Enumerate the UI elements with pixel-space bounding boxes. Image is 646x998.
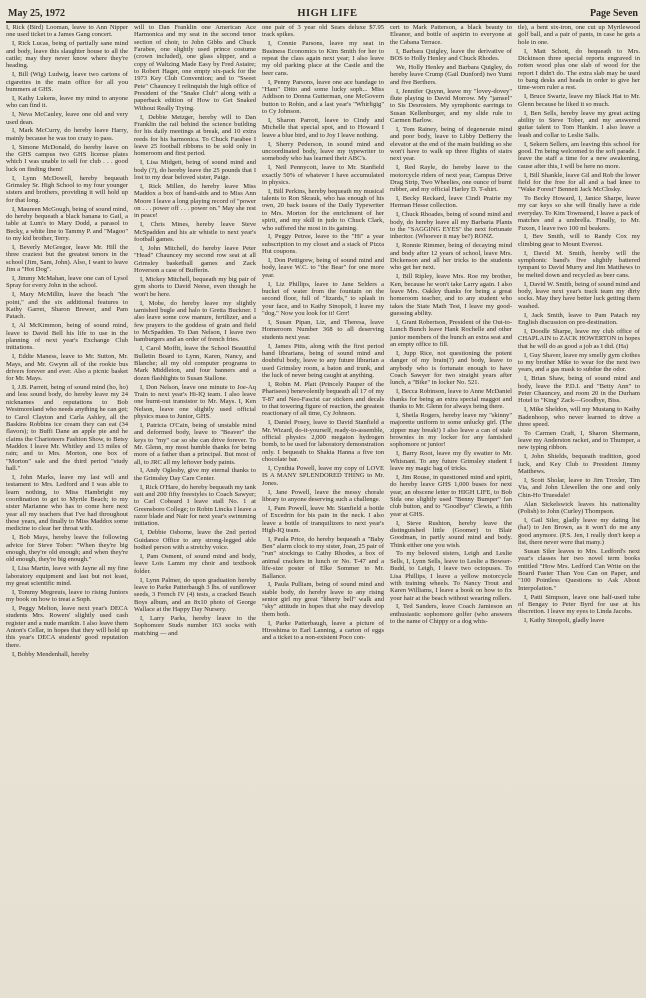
will-paragraph: I, Paula Price, do hereby bequeath a "Baby Ben" alarm clock to my sister, Joan, 25 pair of "run" stockings to Cathy Rhodes, a box of animal crackers in lunch or No. T-47 and a life-size poster of Elke Sommer to Mr. Ballance. [262, 535, 384, 580]
will-paragraph: I, Bill (Wig) Ludwig, leave two cartons of cigarettes in the main office for all you bummers at GHS. [6, 71, 128, 93]
will-paragraph: I, Patti Simpson, leave one half-used tube of Bengay to Peter Byrd for use at his discretion. I leave my eyes to Linda Jacobs. [518, 593, 640, 616]
will-paragraph: I, Brian Shaw, being of sound mind and body, leave the P.D.I. and "Betty Ann" to Peter Chauncey, and room 20 in the Durham Hotel to "King" Zack—Goodbye, Biss. [518, 375, 640, 405]
will-paragraph: To Becky Howard, I, Janice Sharpe, leave my car keys so she will finally have a ride everyday. To Kim Townsend, I leave a pack of matches and a umbrella. Finally, to Mr. Fuxon, I leave two 100 ml beakers. [518, 195, 640, 232]
will-paragraph: We, Holly Henley and Barbara Quigley, do hereby leave Crump (Gail Dunford) two Yumi and five Berthers. [390, 63, 512, 86]
will-paragraph: I, David W. Smith, being of sound mind and body, leave next year's track team my dirty socks. May they have better luck getting them washed. [518, 280, 640, 310]
will-paragraph: I, Ben Sells, hereby leave my great acting ability to Steve Tober, and my answered guitar talent to Tom Hankin. I also leave a leash and collar to Leslie Salls. [518, 109, 640, 139]
will-paragraph: I, Maureen McGough, being of sound mind, do hereby bequeath a black banana to Gail, a table at Lum's to Mary Dodd, a parasol to Becky, a white line to Tammy P. and "Magoo" to my kid brother, Terry. [6, 205, 128, 243]
will-paragraph: I, Ted Sanders, leave Coach Jamieson an enthusiastic sophomore golfer (who answers to the name of Chippy or a dog whis- [390, 603, 512, 626]
will-paragraph: I, Rick O'Hare, do hereby bequeath my tank suit and 200 fifty freestyles to Coach Sawyer; to Carl Cobeard I leave stall No. 1 at Greensboro College; to Robin Lincks I leave a razor blade and Nair for next year's swimming initiation. [134, 483, 256, 528]
will-paragraph: I, Patricia O'Cain, being of unstable mind and deformed body, leave to "Beaver" the keys to "my" car so she can drive forever. To Mr. Glenn, my most humble thanks for being more of a father than a principal. But most of all, to JRC all my leftover body paints. [134, 421, 256, 466]
will-paragraph: I, Simone McDonald, do hereby leave on the GHS campus two GHS license plates which I was unable to sell for club . . . good luck on finding them! [6, 143, 128, 173]
will-paragraph: I, Barry Root, leave my fly swatter to Mr. Whisnant. To any future Grimsley student I leave my magic bag of tricks. [390, 450, 512, 472]
will-paragraph: To Carmen Craft, I, Sharon Shermann, leave my Anderston racket, and to Thumper, a new typing ribbon. [518, 429, 640, 452]
will-paragraph: I, John Marks, leave my last will and testament to Mrs. Ledford and I was able to learn nothing, to Miss Hambright my coordination to get to Myrtle Beach; to my sister Marianne who has to come here next year all my teachers that I've had throughout these years, and finally to Miss Maddox some medicine to clear her throat with. [6, 473, 128, 533]
will-paragraph: tle), a bent six-iron, one cut up Myrtlewood golf ball, and a pair of pants, in case he gets a hole in one. [518, 24, 640, 46]
will-paragraph: I, Scott Sholar, leave to Jim Troxler, Tim Via, and John Llewellen the one and only Chin-Ho Truesdale! [518, 477, 640, 499]
will-paragraph: I, Steve Rushton, hereby leave the distinguished little (Goomer) to Blair Goodman, in partly sound mind and body. Think either one you wish. [390, 519, 512, 549]
will-paragraph: I, J.B. Parrett, being of sound mind (ho, ho) and less sound body, do hereby leave my 24 nicknames and reputations to Bob Westmoreland who needs anything he can get; to Carol Clayton and Carla Ashley, all the Baskins Robbins ice cream they can eat (34 flavors); to Buffi Dane an apple pie and he claims the Charioteers Fashion Show, to Betsy Maddox I leave Mr. Whitley and 13 miles of rain; and to Mrs. Morton, one box of "Morton" sale and the third period "study hall." [6, 384, 128, 472]
will-paragraph: I, Cynthia Powell, leave my copy of LOVE IS A MANY SPLENDORED THING to Mr. Jones. [262, 464, 384, 487]
will-paragraph: I, Bill Shankle, leave Gil and Rob the lower field for the free for all and a bad knee to "Wake Forest" Bennett Jack McClosky. [518, 171, 640, 194]
will-paragraph: I, Debbie Osborne, leave the 2nd period Guidance Office to any strong-legged able bodied person with a stretchy voice. [134, 529, 256, 552]
will-paragraph: I, Barbara Quigley, leave the derivative of BOS to Holly Henley and Chuck Rhodes. [390, 47, 512, 62]
will-paragraph: I, Red Rayle, do hereby leave to the motorcycle riders of next year, Campus Drive Drag Strip, Two Wheelies, one ounce of burnt rubber, and my official Harley D. T-shirt. [390, 164, 512, 194]
will-paragraph: I, Beverly McGregor, leave Mr. Hill the three craziest but the greatest tenors in the school (Jim, Sam, John). Also, I want to leave Jim a "Hot Dog". [6, 243, 128, 273]
will-paragraph: I, Andy Oglesby, give my eternal thanks to the Grimsley Day Care Center. [134, 467, 256, 482]
article-columns [6, 24, 640, 998]
will-paragraph: I, Mike Sheldon, will my Mustang to Kathy Badenhoop, who never learned to drive a three speed. [518, 406, 640, 428]
will-paragraph: I, Lisa Martin, leave with Jayne all my fine laboratory equipment and last but not least, my great scientific mind. [6, 565, 128, 587]
will-paragraph: I, Bill Ripley, leave Mrs. Roe my brother, Ken, because he won't take Larry again. I also leave Mrs. Oakley thanks for being a great homeroom teacher, and to any student who takes the State Math Test, I leave my good-guessing ability. [390, 273, 512, 318]
will-paragraph: I, Kathy Lukens, leave my mind to anyone who can find it. [6, 94, 128, 110]
will-paragraph: I, Penny Parsons, leave one ace bandage to "Ham" Ditto and some lucky soph... Miss Addison to Donna Gutterman, one McGovern button to Robin, and a last year's "Whirligig" to Cy Johnson. [262, 78, 384, 115]
will-paragraph: I, Daniel Posey, leave to David Stanfield a Mr. Wizard, do-it-yourself, ready-to-assemble, official physics 2,000 megaton hydrogen bomb, to be used for laboratory demonstration only. I bequeath to Shakia Hanna a five ton chocolate bar. [262, 419, 384, 463]
will-paragraph: To my beloved sisters, Leigh and Leslie Sells, I, Lynn Sells, leave to Leslie a Bowser-Budd, to Leigh, I leave two octopuses. To Lisa Phillips, I leave a yellow motorcycle with training wheels. To Nancy Trout and Karen Williams, I leave a book on how to fix your hair at the beach without wearing rollers. [390, 550, 512, 602]
will-paragraph: I, Mobe, do hereby leave my slightly tarnished bugle and halo to Gretta Buckner. I also leave some cow manure, fertilizer, and a few prayers to the goddess of grain and field to McSpadden. To Dan Nelson, I leave two hamburgers and an order of french fries. [134, 299, 256, 344]
will-paragraph: I, Matt Schott, do bequeath to Mrs. Dickinson three special reports engraved in rotten wood plus one slab of wood for the report I didn't do. The extra slab may be used to bang desks and heads in order to give her time-worn ruler a rest. [518, 47, 640, 92]
will-paragraph: cert to Mark Patterson, a black beauty to Eleanor, and bottle of aspirin to everyone at the Cabana Terrace. [390, 24, 512, 46]
will-paragraph: I, Carol Moffit, leave the School Beautiful Bulletin Board to Lynn, Karen, Nancy, and Blanche; all my old computer programs to Mark Middleton, and four banners and a dozen flashlights to Susan Stallone. [134, 345, 256, 382]
will-paragraph: I, Mary McMillin, leave the beach "the point," and the six additional features to Kathy Garret, Sharon Brewer, and Pam Patach. [6, 291, 128, 321]
column-2 [134, 24, 256, 998]
will-paragraph: I, David M. Smith, hereby will the symphonic band's five slightly battered tympani to David Murry and Jim Matthews to be melted down and recycled as beer cans. [518, 249, 640, 279]
will-paragraph: I, Sherry Pederson, in sound mind and uncoordinated body, leave my typewriter to somebody who has learned their ABC's. [262, 140, 384, 163]
will-paragraph: I, John Mitchell, do hereby leave Peter "Head" Chauncey my second row seat at all Grimsley basketball games and Zack Hoverson a case of Bufferin. [134, 244, 256, 274]
column-1 [6, 24, 128, 998]
will-paragraph: I, Bob Mays, hereby leave the following advice for Steve Tober: "When they're big enough, they're old enough; and when they're old enough, they're big enough." [6, 534, 128, 564]
will-paragraph: I, Lisa Midgett, being of sound mind and body (?), do hereby leave the 25 pounds that I lost to my dear beloved sister, Paige. [134, 159, 256, 182]
will-paragraph: Alan Sickelswick leaves his nationality (Polish) to John (Curley) Thompson. [518, 500, 640, 515]
will-paragraph: I, Peggy Melton, leave next year's DECA students Mrs. Rowers' slightly used cash register and a nude manikin. I also leave them Anton's Cellar, in hopes that they will hold up this year's DECA students' good reputation there. [6, 605, 128, 649]
will-paragraph: I, Sekern Sellers, am leaving this school for good. I'm being welcomed to the soft parade. I leave the staff a time for a new awakening, cause after this, I will be here no more. [518, 140, 640, 170]
column-5 [518, 24, 640, 998]
will-paragraph: I, Neva McCauley, leave one old and very used dean. [6, 111, 128, 126]
will-paragraph: I, Jupp Rice, not questioning the potent danger of my brain(?) and body, leave to anybody who is fortunate enough to have Coach Sawyer for two straight years after lunch, a "Bike" in locker No. 521. [390, 349, 512, 387]
column-4 [390, 24, 512, 998]
will-paragraph: I, Bruce Swartz, leave my Black Hat to Mr. Glenn because he liked it so much. [518, 93, 640, 108]
will-paragraph: I, Liz Phillips, leave to Jane Selders a bucket of water from the fountain on the second floor, full of "lizards," to splash in your face, and to Kathy Sinopoli, I leave my "dog." Now you look for it! Grrr! [262, 280, 384, 318]
will-paragraph: I, John Shields, bequeath tradition, good luck, and Key Club to President Jimmy Matthews. [518, 453, 640, 476]
will-paragraph: I, Don Pettigrew, being of sound mind and body, leave W.C. to "the Bear" for one more year. [262, 257, 384, 279]
will-paragraph: I, Jack Smith, leave to Pam Patach my English discussion on pre-destination. [518, 311, 640, 326]
will-paragraph: I, Mark McCurry, do hereby leave Harry, mainly because he was too crazy to pass. [6, 127, 128, 142]
column-3 [262, 24, 384, 998]
will-paragraph: I, James Pitts, along with the first period band librarians, being of sound mind and doubtful body, leave to any future librarian a used Grimsley room, a baton and trunk, and the luck of never being caught at anything. [262, 342, 384, 379]
will-paragraph: I, Pam Powell, leave Mr. Stanfield a bottle of Excedrin for his pain in the neck. I also leave a bottle of tranquilizers to next year's High-IQ team. [262, 504, 384, 534]
will-paragraph: I, Gail Siler, gladly leave my dating list (ha!) to Jen Brown, as it won't do me any good anymore. (P.S. Jen, I really don't keep a list, there never were that many.) [518, 516, 640, 546]
will-paragraph: I, Jim Rouse, in questioned mind and spirit, do hereby leave GHS 1,000 buses for next year, an obscene letter to HIGH LIFE, to Bob Sida one slightly used "Benny Bumper" fan club button, and to "Goodbye" Clewis, a fifth year at GHS. [390, 473, 512, 518]
will-paragraph: I, Parke Patterbaugh, leave a picture of Hiroshima to Earl Lanning, a carton of eggs and a ticket to a non-existent Poco con- [262, 619, 384, 642]
will-paragraph: I, Guy Shaver, leave my smelly gym clothes to my brother Mike to wear for the next two years, and a gas mask to subdue the odor. [518, 351, 640, 374]
will-paragraph: I, Al McKimmon, being of sound mind, leave to David Bell his life to use in the planning of next year's Exchange Club initiations. [6, 322, 128, 352]
page-header [6, 5, 640, 23]
will-paragraph: I, Larry Parks, hereby leave to the Sophomore Studs number 163 socks with matching — and [134, 614, 256, 637]
will-paragraph: I, Tom Rainey, being of degenerate mind and poor body, leave to Libby DeBerry the elevator at the end of the main building so she won't have to walk up three flights of stairs next year. [390, 125, 512, 163]
will-paragraph: I, Mickey Mitchell, bequeath my big pair of gym shorts to David Neese, even though he won't be here. [134, 275, 256, 298]
will-paragraph: I, Grant Robertson, President of the Out-to-Lunch Bunch leave Hank Rochelle and other junior members of the bunch an extra seat and an empty office to fill. [390, 319, 512, 349]
will-paragraph: I, Rick Lucas, being of partially sane mind and body, leave this slaughter house to all the cattle; may they never know where they're heading. [6, 40, 128, 70]
issue-date: May 25, 1972 [8, 8, 65, 19]
will-paragraph: I, Becca Robinson, leave to Anne McDaniel thanks for being an extra special maggot and thanks to Mr. Glenn for always being there. [390, 388, 512, 410]
will-paragraph: I, Susan Pipan, Liz, and Theresa, leave Homeroom Number 368 to all deserving students next year. [262, 319, 384, 341]
will-paragraph: I, Sharon Parrott, leave to Cindy and Michelle that special spot, and to Howard I leave a blue bird, and to Joy I leave nothing. [262, 116, 384, 139]
will-paragraph: I, Debbie Metzger, hereby will to Dan Franklin the rail behind the science building for his daily meetings at break, and 10 extra reeds for his harmonica. To Chuck Farabee I leave 25 football ribbons to be sold only in homeroom and first period. [134, 113, 256, 158]
will-paragraph: I, Rick (Bird) Looman, leave to Ann Nipper one used ticket to a James Gang concert. [6, 24, 128, 39]
will-paragraph: I, Chuck Rhoades, being of sound mind and body, do hereby leave all my Barbaria Plants to the "SAGGING EYES" the next fortunate inheritor. (Whoever it may be?) RONZ. [390, 211, 512, 241]
will-paragraph: I, Paula Pulliam, being of sound mind and stable body, do hereby leave to any rising senior girl my great "liberty bell" walk and "sky" attitude in hopes that she may develop them both. [262, 581, 384, 618]
will-paragraph: will to Dan Franklin one American Ace Harmonica and my seat in the second tenor section of choir, to John Gibbs and Chuck Farabee, one slightly used prince costume (crown included), one glass slipper, and a copy of Waltzing Made Easy by Fred Astaire; to Robert Hager, one empty six-pack for the 1973 Key Club Convention; and to "Sweet Pete" Chauncey I relinquish the high office of President of the "Snake Club" along with a paperback edition of How to Get Snaked Without Really Trying. [134, 24, 256, 112]
will-paragraph: I, Jane Powell, leave the messy chorale library to anyone deserving such a challenge. [262, 488, 384, 503]
will-paragraph: I, Connie Parsons, leave my seat in Business Economics to Kim Smith for her to repeat the class again next year; I also leave my old parking place at the Castle and the beer cans. [262, 40, 384, 77]
will-paragraph: I, Rick Millen, do hereby leave Miss Maddox a box of band-aids and to Miss Ann Moore I leave a long playing record of "power on . . . power off . . . power on." May she rest in peace! [134, 183, 256, 220]
will-paragraph: I, Jennifer Quynn, leave my "lovey-dovey" flute playing to David Morrow. My "jamsel" to Sis Desrosiers. My symphonic earrings to Susan Kellenburger, and my slide rule to Carmen Barlow. [390, 87, 512, 124]
masthead: HIGH LIFE [297, 8, 358, 19]
will-paragraph: I, Kathy Sinopoli, gladly leave [524, 617, 605, 625]
will-paragraph: I, Lynn McDowell, hereby bequeath Grimsley Sr. High School to my four younger sisters and brothers, providing it will hold up for that long. [6, 174, 128, 204]
will-paragraph: Susan Siler leaves to Mrs. Ledford's next year's classes her two novel term books entitled "How Mrs. Ledford Can Write on the Board Faster Than You Can on Paper, and "100 Pointless Questions to Ask About Interpolation." [518, 547, 640, 592]
will-paragraph: I, Sheila Rogers, hereby leave my "skinny" majorette uniform to some unlucky girl. (The zipper may break!) I also leave a can of stale brownies in my locker for any famished sophomore or junior! [390, 411, 512, 449]
will-paragraph: I, Neil Pennycott, leave to Mr. Stanfield exactly 50% of whatever I have accumulated in physics. [262, 164, 384, 186]
will-paragraph: I, Bobby Mendenhall, hereby [12, 650, 89, 658]
will-paragraph: I, Lynn Palmer, do upon graduation hereby leave to Parke Patterbaugh 3 lbs. of sunflower seeds, 3 French IV (4) tests, a cracked Beach Boys album, and an 8x10 photo of George Wallace at the Happy Day Nursery. [134, 576, 256, 614]
will-paragraph: I, Becky Reckard, leave Cindi Prairie my Herman Hesse collection. [390, 195, 512, 210]
will-paragraph: I, Jimmy McMahan, leave one can of Lysol Spray for every John in the school. [6, 274, 128, 290]
will-paragraph: I, Bev Smith, will to Randy Cox my climbing gear to Mount Everest. [518, 233, 640, 248]
will-paragraph: I, Eddie Maness, leave to Mr. Sutton, Mr. Mays, and Mr. Gwynn all of the rookie bus drivers forever and ever. Also a picnic basket for Mr. Mays. [6, 353, 128, 383]
will-paragraph: I, Peggy Petree, leave to the "Hi" a year subscription to my closet and a stack of Pizza Hut coupons. [262, 233, 384, 256]
will-paragraph: I, Tommy Megreuis, leave to rising Juniors my book on how to treat a Soph. [6, 588, 128, 604]
will-paragraph: I, Bill Perkins, hereby bequeath my musical talents to Ron Skrauk, who has enough of his own, 20 back issues of the Daily Typewriter to Mrs. Morton for the enrichment of her spirit, and my skill in judo to Chuck Clark, who suffered the most in its gaining. [262, 187, 384, 232]
will-paragraph: I, Pam Osment, of sound mind and body, leave Lois Lamm my choir and textbook folder. [134, 553, 256, 575]
will-paragraph: I, Don Nelson, leave one minute to Joe-Aq Train to next year's Hi-IQ team. I also leave one burnt-out transistor to Mr. Mays. I, Ken Nelson, leave one slightly used official physics mass to Junior, GHS. [134, 383, 256, 420]
will-paragraph: I, Chris Mines, hereby leave Steve McSpadden and his air whistle to next year's football games. [134, 221, 256, 243]
will-paragraph: I, Robin M. Platt (Princely Pauper of the Pharisees) benevolently bequeath all 17 of my T-87 and Neo-Fascist car stickers and decals to that towering figure of reaction, the greatest reactionary of all time, Cy Johnson. [262, 380, 384, 418]
will-paragraph: I, Doodle Sharpe, leave my club office of CHAPLAIN to ZACK HOWERTON in hopes that he will do as good a job as I did. (Ha) [518, 327, 640, 350]
page-number: Page Seven [589, 8, 638, 19]
will-paragraph: one pair of 3 year old Sears deluxe $7.95 track spikes. [262, 24, 384, 39]
will-paragraph: I, Ronnie Rimmer, being of decaying mind and body after 12 years of school, leave Mrs. Dickenson and all her tricks to the students who get her next. [390, 242, 512, 272]
